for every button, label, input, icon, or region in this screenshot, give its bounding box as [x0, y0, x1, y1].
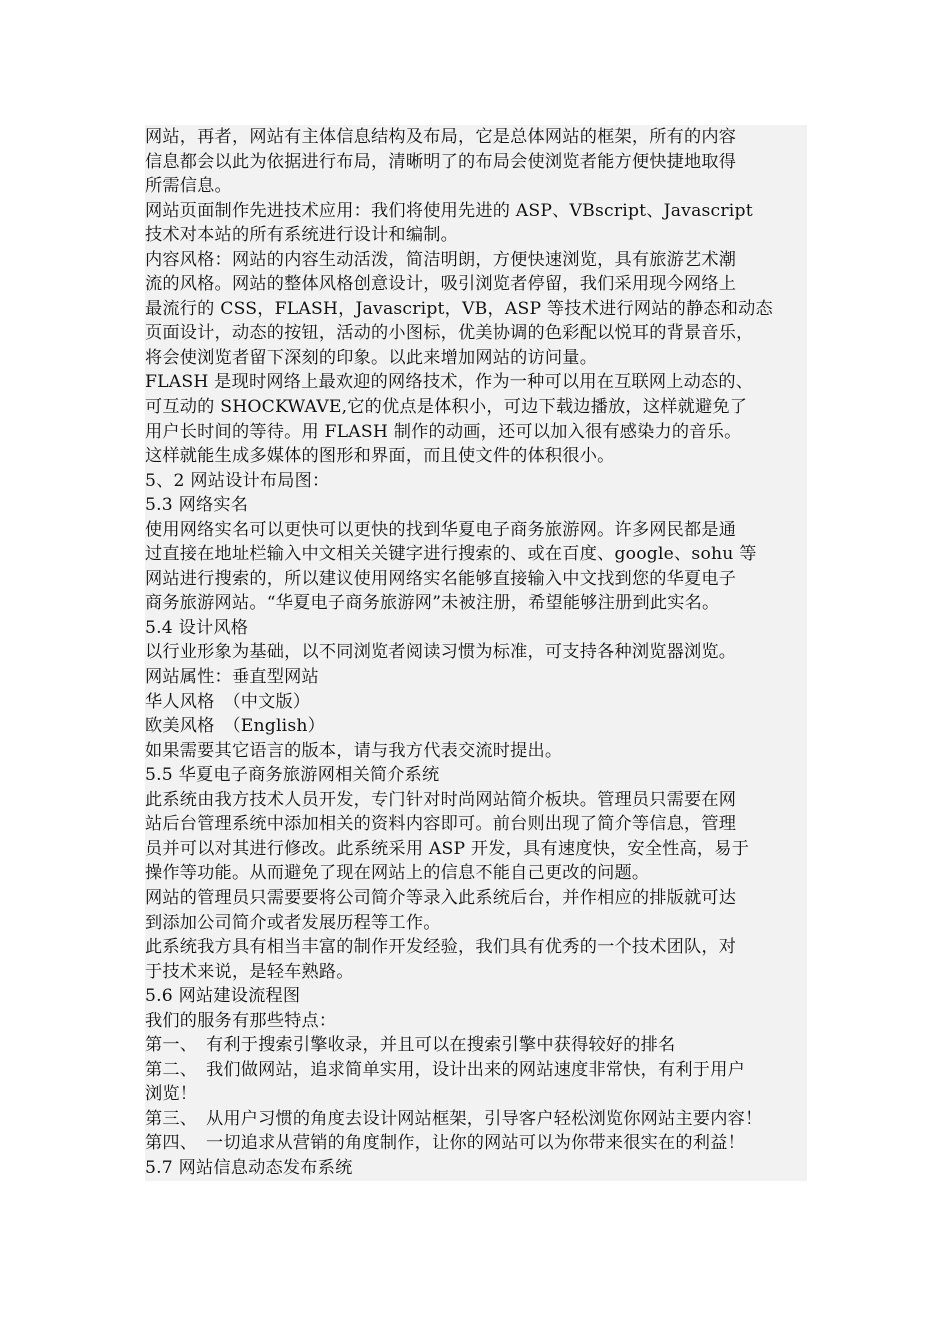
text-line: 此系统由我方技术人员开发，专门针对时尚网站简介板块。管理员只需要在网 — [145, 789, 737, 810]
text-line: 页面设计，动态的按钮，活动的小图标，优美协调的色彩配以悦耳的背景音乐， — [145, 323, 754, 344]
text-line: 网站属性：垂直型网站 — [145, 667, 319, 688]
document-body — [145, 125, 807, 1181]
text-line: 内容风格：网站的内容生动活泼，简洁明朗，方便快速浏览，具有旅游艺术潮 — [145, 249, 737, 270]
list-item: 第二、 我们做网站，追求简单实用，设计出来的网站速度非常快，有利于用户 — [145, 1059, 745, 1080]
section-heading: 5.7 网站信息动态发布系统 — [145, 1157, 353, 1178]
text-line: 网站页面制作先进技术应用：我们将使用先进的 ASP、VBscript、Javascript — [145, 200, 753, 221]
text-line: 将会使浏览者留下深刻的印象。以此来增加网站的访问量。 — [145, 347, 598, 368]
text-line: 网站进行搜索的，所以建议使用网络实名能够直接输入中文找到您的华夏电子 — [145, 568, 737, 589]
text-line: 于技术来说，是轻车熟路。 — [145, 961, 354, 982]
text-line: 到添加公司简介或者发展历程等工作。 — [145, 912, 441, 933]
text-line: 站后台管理系统中添加相关的资料内容即可。前台则出现了简介等信息，管理 — [145, 814, 737, 835]
text-line: 用户长时间的等待。用 FLASH 制作的动画，还可以加入很有感染力的音乐。 — [145, 421, 742, 442]
text-line: 我们的服务有那些特点： — [145, 1010, 337, 1031]
text-line: 技术对本站的所有系统进行设计和编制。 — [145, 225, 458, 246]
text-line: 这样就能生成多媒体的图形和界面，而且使文件的体积很小。 — [145, 446, 615, 467]
list-item-continuation: 浏览！ — [145, 1084, 198, 1105]
text-line: 过直接在地址栏输入中文相关关键字进行搜索的、或在百度、google、sohu 等 — [145, 544, 757, 565]
text-line: 网站，再者，网站有主体信息结构及布局，它是总体网站的框架，所有的内容 — [145, 127, 737, 147]
text-line: 商务旅游网站。“华夏电子商务旅游网”未被注册，希望能够注册到此实名。 — [145, 593, 720, 614]
text-line: 操作等功能。从而避免了现在网站上的信息不能自己更改的问题。 — [145, 863, 650, 884]
text-line: 欧美风格 （English） — [145, 716, 326, 737]
text-line: 最流行的 CSS，FLASH，Javascript，VB，ASP 等技术进行网站的静态和动态 — [145, 298, 773, 319]
list-item: 第一、 有利于搜索引擎收录，并且可以在搜索引擎中获得较好的排名 — [145, 1035, 676, 1056]
section-heading: 5.3 网络实名 — [145, 495, 249, 516]
text-line: 如果需要其它语言的版本，请与我方代表交流时提出。 — [145, 740, 563, 761]
section-heading: 5.5 华夏电子商务旅游网相关简介系统 — [145, 765, 440, 786]
text-line: 流的风格。网站的整体风格创意设计，吸引浏览者停留，我们采用现今网络上 — [145, 274, 737, 295]
list-item: 第三、 从用户习惯的角度去设计网站框架，引导客户轻松浏览你网站主要内容！ — [145, 1108, 763, 1129]
section-heading: 5.4 设计风格 — [145, 617, 249, 638]
text-line: 网站的管理员只需要要将公司简介等录入此系统后台，并作相应的排版就可达 — [145, 887, 737, 908]
text-line: 可互动的 SHOCKWAVE,它的优点是体积小，可边下载边播放，这样就避免了 — [145, 397, 748, 418]
text-line: 此系统我方具有相当丰富的制作开发经验，我们具有优秀的一个技术团队，对 — [145, 937, 737, 958]
text-line: 使用网络实名可以更快可以更快的找到华夏电子商务旅游网。许多网民都是通 — [145, 519, 737, 540]
text-line: 所需信息。 — [145, 176, 232, 197]
text-line: 以行业形象为基础，以不同浏览者阅读习惯为标准，可支持各种浏览器浏览。 — [145, 642, 737, 663]
text-line: 华人风格 （中文版） — [145, 691, 311, 712]
text-line: 信息都会以此为依据进行布局，清晰明了的布局会使浏览者能方便快捷地取得 — [145, 151, 737, 172]
list-item: 第四、 一切追求从营销的角度制作，让你的网站可以为你带来很实在的利益！ — [145, 1133, 745, 1154]
section-heading: 5.6 网站建设流程图 — [145, 986, 301, 1007]
text-line: FLASH 是现时网络上最欢迎的网络技术，作为一种可以用在互联网上动态的、 — [145, 372, 754, 393]
section-heading: 5、2 网站设计布局图： — [145, 470, 330, 491]
text-line: 员并可以对其进行修改。此系统采用 ASP 开发，具有速度快，安全性高，易于 — [145, 838, 750, 859]
